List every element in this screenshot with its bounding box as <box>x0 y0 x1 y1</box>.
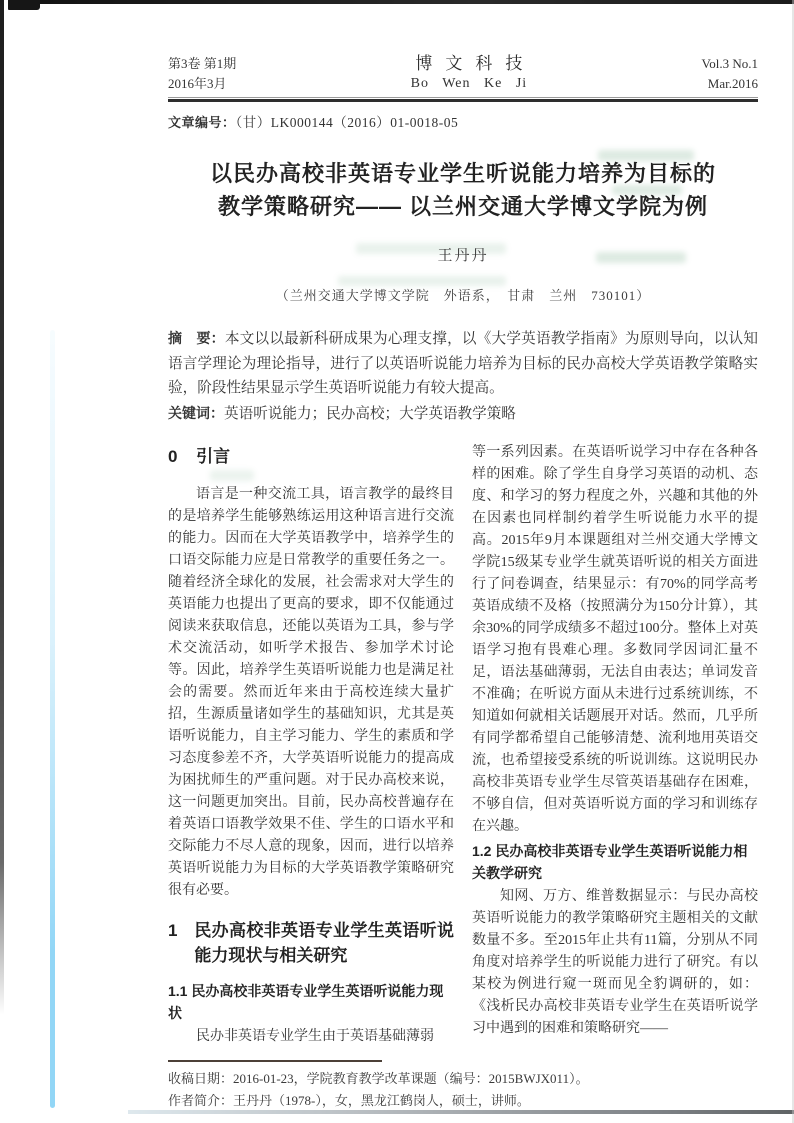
journal-name-cn: 博文科技 <box>415 54 536 73</box>
intro-paragraph: 语言是一种交流工具，语言教学的最终目的是培养学生能够熟练运用这种语言进行交流的能力。因而在大学英语教学中，培养学生的口语交际能力应是日常教学的重要任务之一。随着经济全球化的发展，社会需求对大学生的英语能力也提出了更高的要求，即不仅能通过阅读来获取信息，还能以英语为工具，参与学术交流活动，如听学术报告、参加学术讨论等。因此，培养学生英语听说能力也是满足社会的需要。然而近年来由于高校连续大量扩招，生源质量诸如学生的基础知识，尤其是英语听说能力，自主学习能力、学生的素质和学习态度参差不齐，大学英语听说能力的提高成为困扰师生的严重问题。对于民办高校来说，这一问题更加突出。目前，民办高校普遍存在着英语口语教学效果不佳、学生的口语水平和交际能力不尽人意的现象，因而，进行以培养英语听说能力为目标的大学英语教学策略研究很有必要。 <box>168 487 454 898</box>
left-column <box>168 442 454 1048</box>
author-name: 王丹丹 <box>437 248 489 264</box>
keywords-text: 英语听说能力；民办高校；大学英语教学策略 <box>224 405 516 422</box>
journal-name-block <box>402 54 535 93</box>
section-1-1-paragraph-continued: 等一系列因素。在英语听说学习中存在各种各样的困难。除了学生自身学习英语的动机、态度、和学习的努力程度之外，兴趣和其他的外在因素也同样制约着学生听说能力水平的提高。2015年9月本课题组对兰州交通大学博文学院15级某专业学生就英语听说的相关方面进行了问卷调查，结果显示：有70%的同学高考英语成绩不及格（按照满分为150分计算），其余30%的同学成绩多不超过100分。整体上对英语学习抱有畏难心理。多数同学因词汇量不足，语法基础薄弱，无法自由表达；单词发音不准确；在听说方面从未进行过系统训练，不知道如何就相关话题展开对话。然而，几乎所有同学都希望自己能够清楚、流利地用英语交流，也希望接受系统的听说训练。这说明民办高校非英语专业学生尽管英语基础存在困难，不够自信，但对英语听说方面的学习和训练存在兴趣。 <box>472 445 758 834</box>
author-affiliation: （兰州交通大学博文学院 外语系， 甘肃 兰州 730101） <box>275 288 651 303</box>
scanned-page <box>168 54 758 1111</box>
keywords-label: 关键词： <box>168 404 224 421</box>
page-spine-highlight <box>50 330 55 1108</box>
right-column <box>472 442 758 1048</box>
journal-issue-en <box>702 54 758 94</box>
article-number-value: （甘）LK000144（2016）01-0018-05 <box>235 115 459 130</box>
journal-issue-cn <box>168 54 236 94</box>
paper-title <box>168 157 758 223</box>
section-1-number: 1 <box>168 921 178 940</box>
section-0-title: 引言 <box>196 447 231 466</box>
footnote-rule <box>168 1060 382 1062</box>
keywords <box>168 401 758 427</box>
footnote-author-bio: 作者简介：王丹丹（1978-），女，黑龙江鹤岗人，硕士，讲师。 <box>168 1092 530 1108</box>
abstract-label: 摘 要： <box>168 330 225 346</box>
abstract <box>168 326 758 401</box>
section-1-1-heading: 1.1 民办高校非英语专业学生英语听说能力现状 <box>168 983 444 1021</box>
footnote-received-date: 收稿日期：2016-01-23，学院教育教学改革课题（编号：2015BWJX011）。 <box>168 1071 589 1086</box>
section-1-2-paragraph: 知网、万方、维普数据显示：与民办高校英语听说能力的教学策略研究主题相关的文献数量不多。至2015年止共有11篇，分别从不同角度对培养学生的听说能力进行了研究。有以某校为例进行窥一斑而见全豹调研的，如：《浅析民办高校非英语专业学生在英语听说学习中遇到的困难和策略研究—— <box>472 889 758 1036</box>
abstract-text: 本文以以最新科研成果为心理支撑，以《大学英语教学指南》为原则导向，以认知语言学理论为理论指导，进行了以英语听说能力培养为目标的民办高校大学英语教学策略实验，阶段性结果显示学生英语听说能力有较大提高。 <box>168 331 758 396</box>
scan-top-corner-blob <box>8 0 40 10</box>
issue-line: 第3卷 第1期 <box>168 56 237 71</box>
section-0-number: 0 <box>168 447 178 466</box>
journal-header <box>168 54 758 94</box>
footnote <box>168 1060 758 1111</box>
section-1-2-heading: 1.2 民办高校非英语专业学生英语听说能力相关教学研究 <box>472 843 748 881</box>
scan-top-edge <box>8 0 794 4</box>
section-0-heading <box>168 446 454 468</box>
body-columns <box>168 442 758 1048</box>
header-rule <box>168 97 758 102</box>
journal-name-pinyin: Bo Wen Ke Ji <box>410 76 528 91</box>
paper-title-line2: 教学策略研究—— 以兰州交通大学博文学院为例 <box>217 194 709 219</box>
date-line-en: Mar.2016 <box>707 76 758 91</box>
section-1-title: 民办高校非英语专业学生英语听说能力现状与相关研究 <box>194 921 454 965</box>
section-1-1-paragraph-start: 民办非英语专业学生由于英语基础薄弱 <box>196 1029 434 1044</box>
section-1-heading <box>168 918 454 968</box>
article-number-label: 文章编号： <box>168 115 236 130</box>
vol-line-en: Vol.3 No.1 <box>701 56 758 71</box>
scan-left-edge <box>0 0 4 1015</box>
article-number <box>168 111 758 131</box>
paper-title-line1: 以民办高校非英语专业学生听说能力培养为目标的 <box>209 161 716 186</box>
date-line-cn: 2016年3月 <box>168 76 227 91</box>
